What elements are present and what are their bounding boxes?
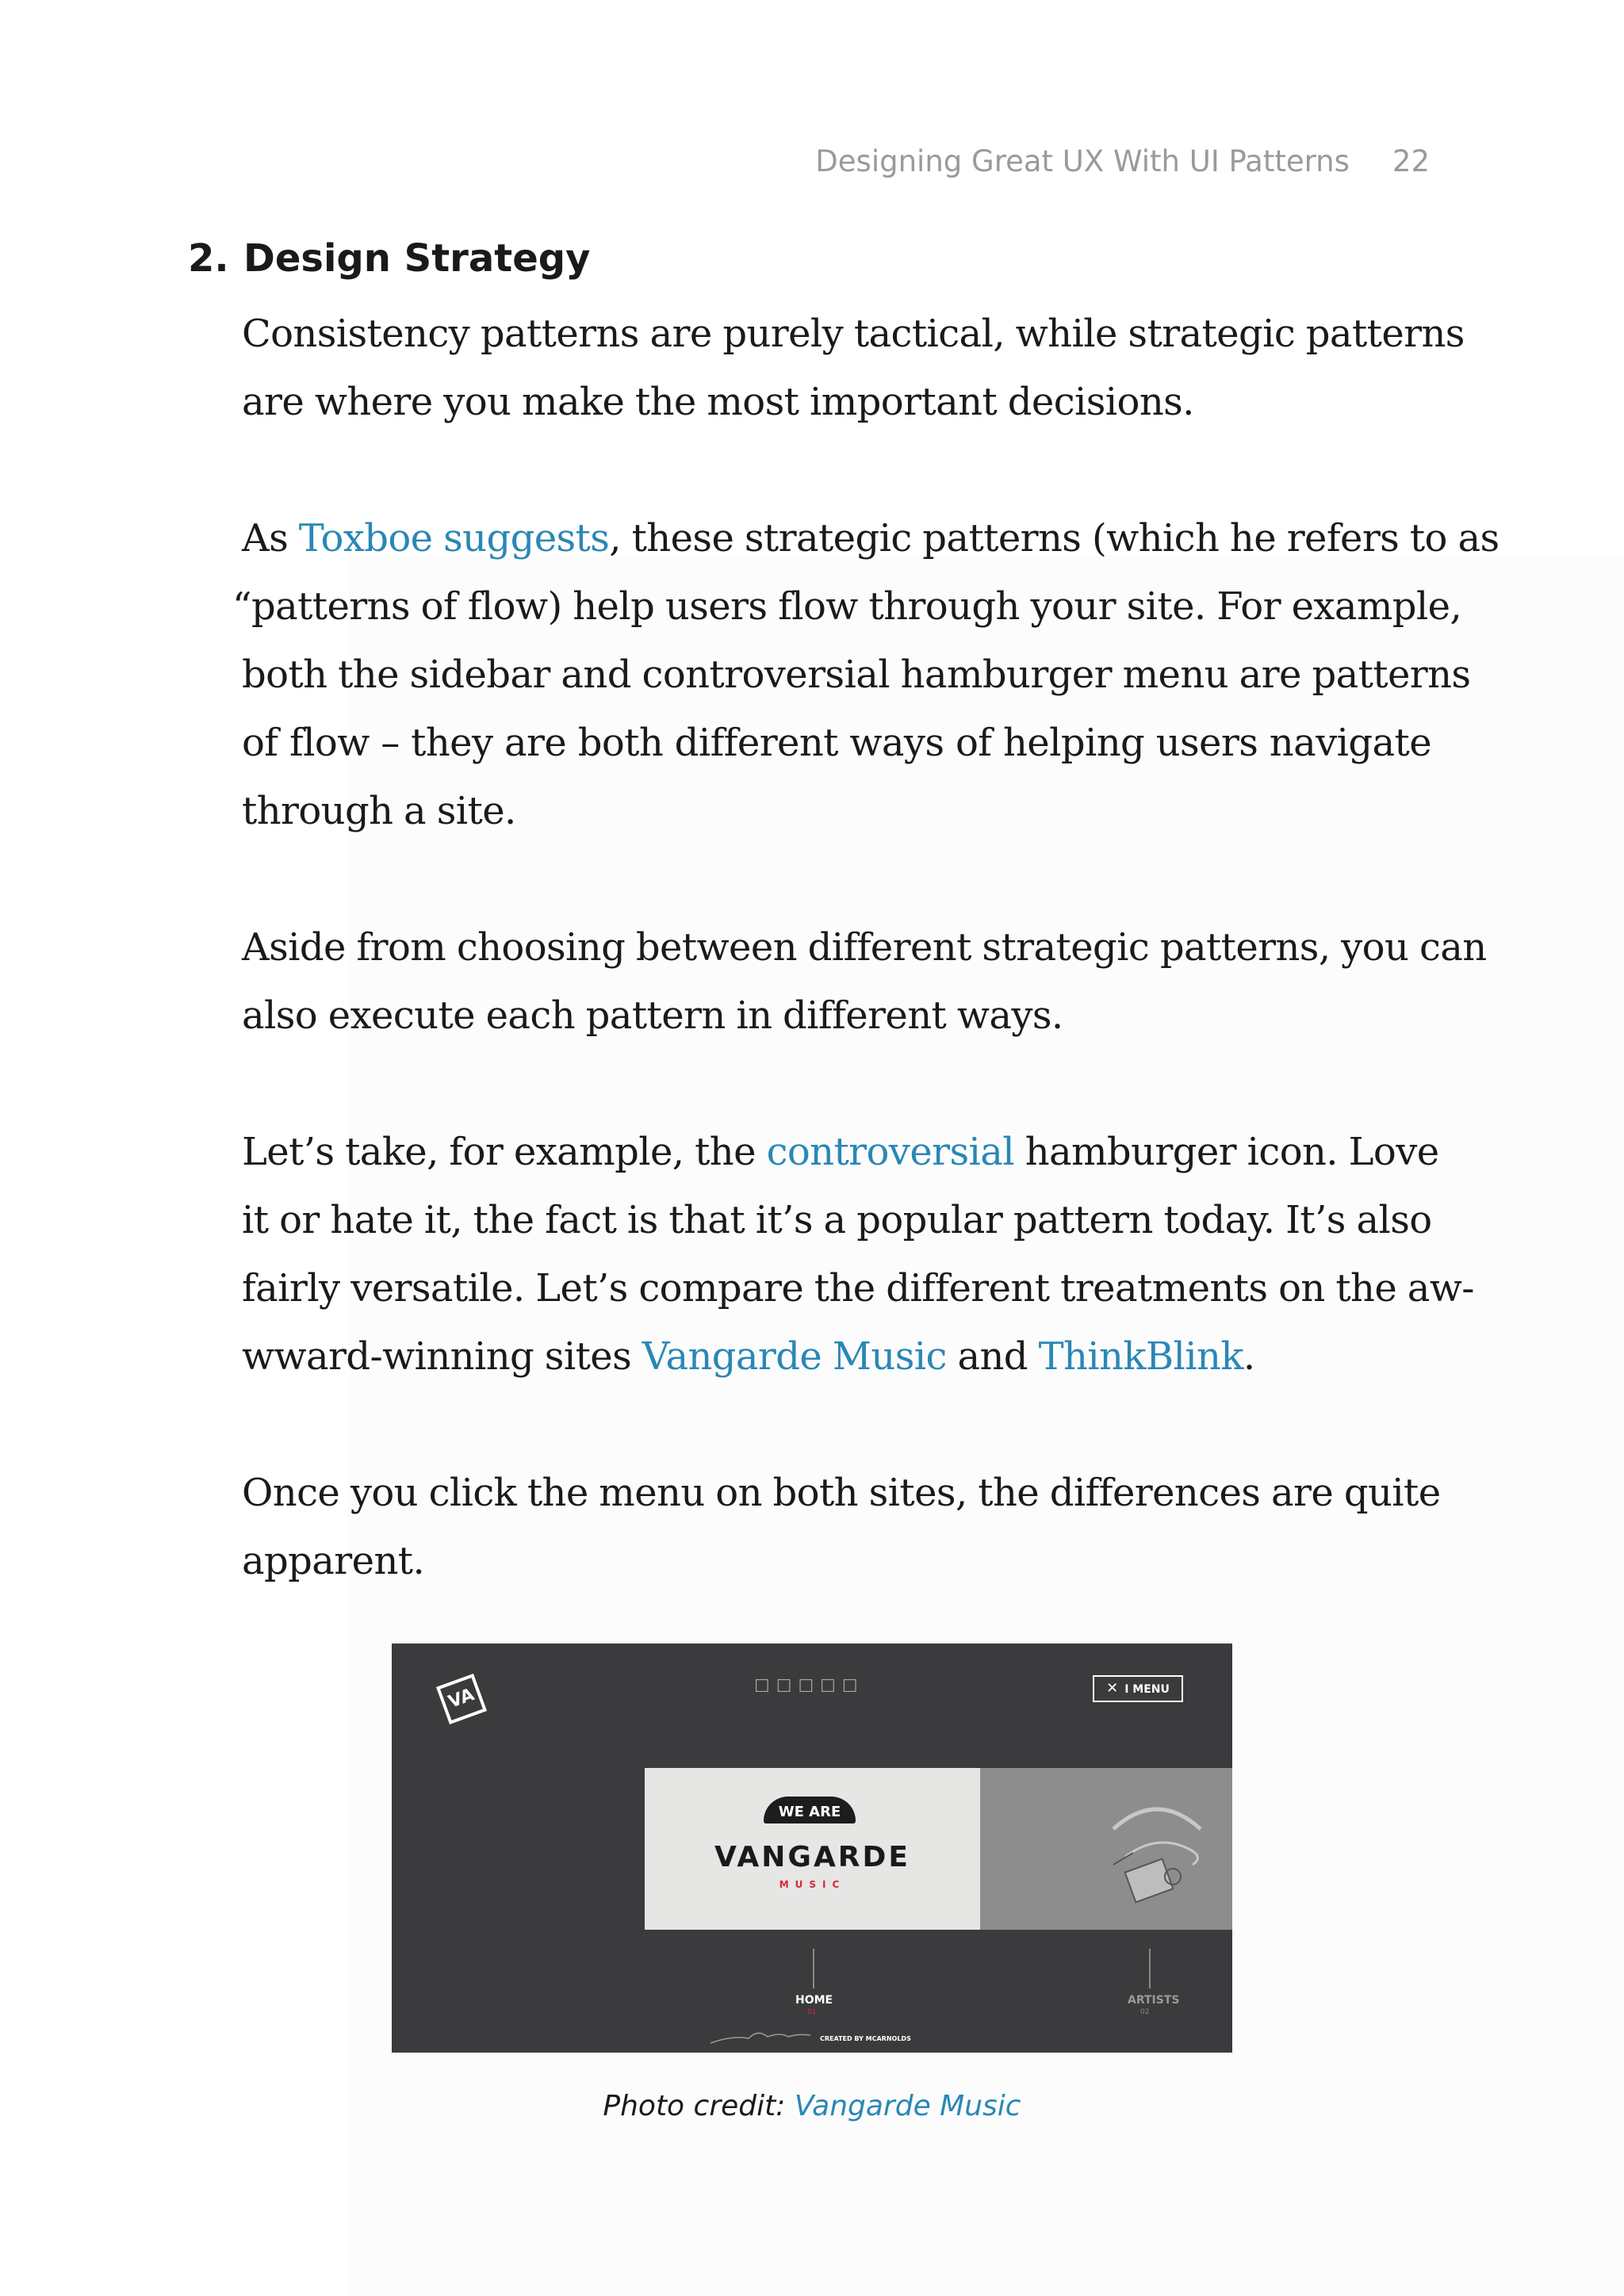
paragraph-line: Once you click the menu on both sites, the differences are quite — [242, 1471, 1441, 1515]
menu-label: I MENU — [1124, 1683, 1170, 1696]
nav-home-number: 01 — [807, 2008, 817, 2016]
nav-artists-number: 02 — [1140, 2008, 1150, 2016]
paragraph-line: both the sidebar and controversial hamburger menu are patterns — [242, 652, 1471, 697]
created-by-credit: CREATED BY MCARNOLDS — [820, 2035, 911, 2042]
signature-icon — [709, 2024, 812, 2046]
section-title: Design Strategy — [243, 236, 591, 281]
text-run: . — [1243, 1334, 1255, 1379]
vangarde-logo-icon: VA — [436, 1674, 487, 1724]
paragraph-4 — [242, 1118, 1474, 1391]
paragraph-line: it or hate it, the fact is that it’s a popular pattern today. It’s also — [242, 1198, 1432, 1242]
text-run: Let’s take, for example, the — [242, 1130, 767, 1174]
paragraph-line: fairly versatile. Let’s compare the different treatments on the aw- — [242, 1266, 1474, 1311]
section-heading — [188, 236, 590, 281]
paragraph-line: “patterns of flow) help users flow through your site. For example, — [232, 584, 1462, 629]
artists-indicator-line — [1149, 1949, 1151, 1988]
text-run: and — [946, 1334, 1039, 1379]
paragraph-line: Consistency patterns are purely tactical, while strategic patterns — [242, 312, 1465, 356]
paragraph-line: apparent. — [242, 1539, 425, 1583]
thinkblink-link[interactable]: ThinkBlink — [1038, 1334, 1243, 1379]
paragraph-line: Aside from choosing between different strategic patterns, you can — [242, 925, 1487, 970]
paragraph-line — [242, 504, 1500, 572]
menu-button — [1093, 1675, 1183, 1702]
discover-illustration-icon — [1097, 1785, 1216, 1912]
caption-prefix: Photo credit: — [603, 2090, 795, 2122]
social-icons: ☐☐☐☐☐ — [754, 1677, 864, 1697]
vangarde-music-link[interactable]: Vangarde Music — [642, 1334, 947, 1379]
paragraph-line: also execute each pattern in different ways. — [242, 993, 1063, 1038]
vangarde-screenshot-figure — [392, 1644, 1232, 2053]
text-run: hamburger icon. Love — [1014, 1130, 1439, 1174]
paragraph-1 — [242, 300, 1465, 436]
paragraph-line: of flow – they are both different ways of helping users navigate — [242, 721, 1431, 765]
paragraph-3 — [242, 913, 1487, 1050]
paragraph-5 — [242, 1459, 1441, 1595]
paragraph-2 — [232, 504, 1500, 845]
running-header — [815, 144, 1430, 178]
nav-artists-label: ARTISTS — [1128, 1994, 1180, 2007]
text-run: , these strategic patterns (which he refers to as — [609, 516, 1500, 561]
running-title: Designing Great UX With UI Patterns — [815, 144, 1350, 178]
page-number: 22 — [1392, 144, 1430, 178]
figure-caption — [0, 2090, 1624, 2122]
text-run: wward-winning sites — [242, 1334, 642, 1379]
brand-card — [645, 1768, 980, 1930]
paragraph-line — [242, 1322, 1431, 1391]
controversial-link[interactable]: controversial — [766, 1130, 1015, 1174]
section-number: 2. — [188, 236, 229, 281]
paragraph-line: are where you make the most important decisions. — [242, 380, 1194, 424]
nav-home-label: HOME — [795, 1994, 833, 2007]
text-run: As — [242, 516, 299, 561]
discover-artists-card — [980, 1768, 1232, 1930]
close-icon: ✕ — [1106, 1680, 1119, 1697]
home-indicator-line — [813, 1949, 814, 1988]
brand-wordmark: VANGARDE — [714, 1841, 910, 1873]
paragraph-line — [242, 1118, 1439, 1186]
caption-vangarde-music-link[interactable]: Vangarde Music — [794, 2090, 1021, 2122]
toxboe-suggests-link[interactable]: Toxboe suggests — [298, 516, 610, 561]
brand-subtitle: MUSIC — [779, 1879, 846, 1890]
paragraph-line: through a site. — [242, 789, 516, 833]
we-are-badge: WE ARE — [764, 1797, 856, 1823]
